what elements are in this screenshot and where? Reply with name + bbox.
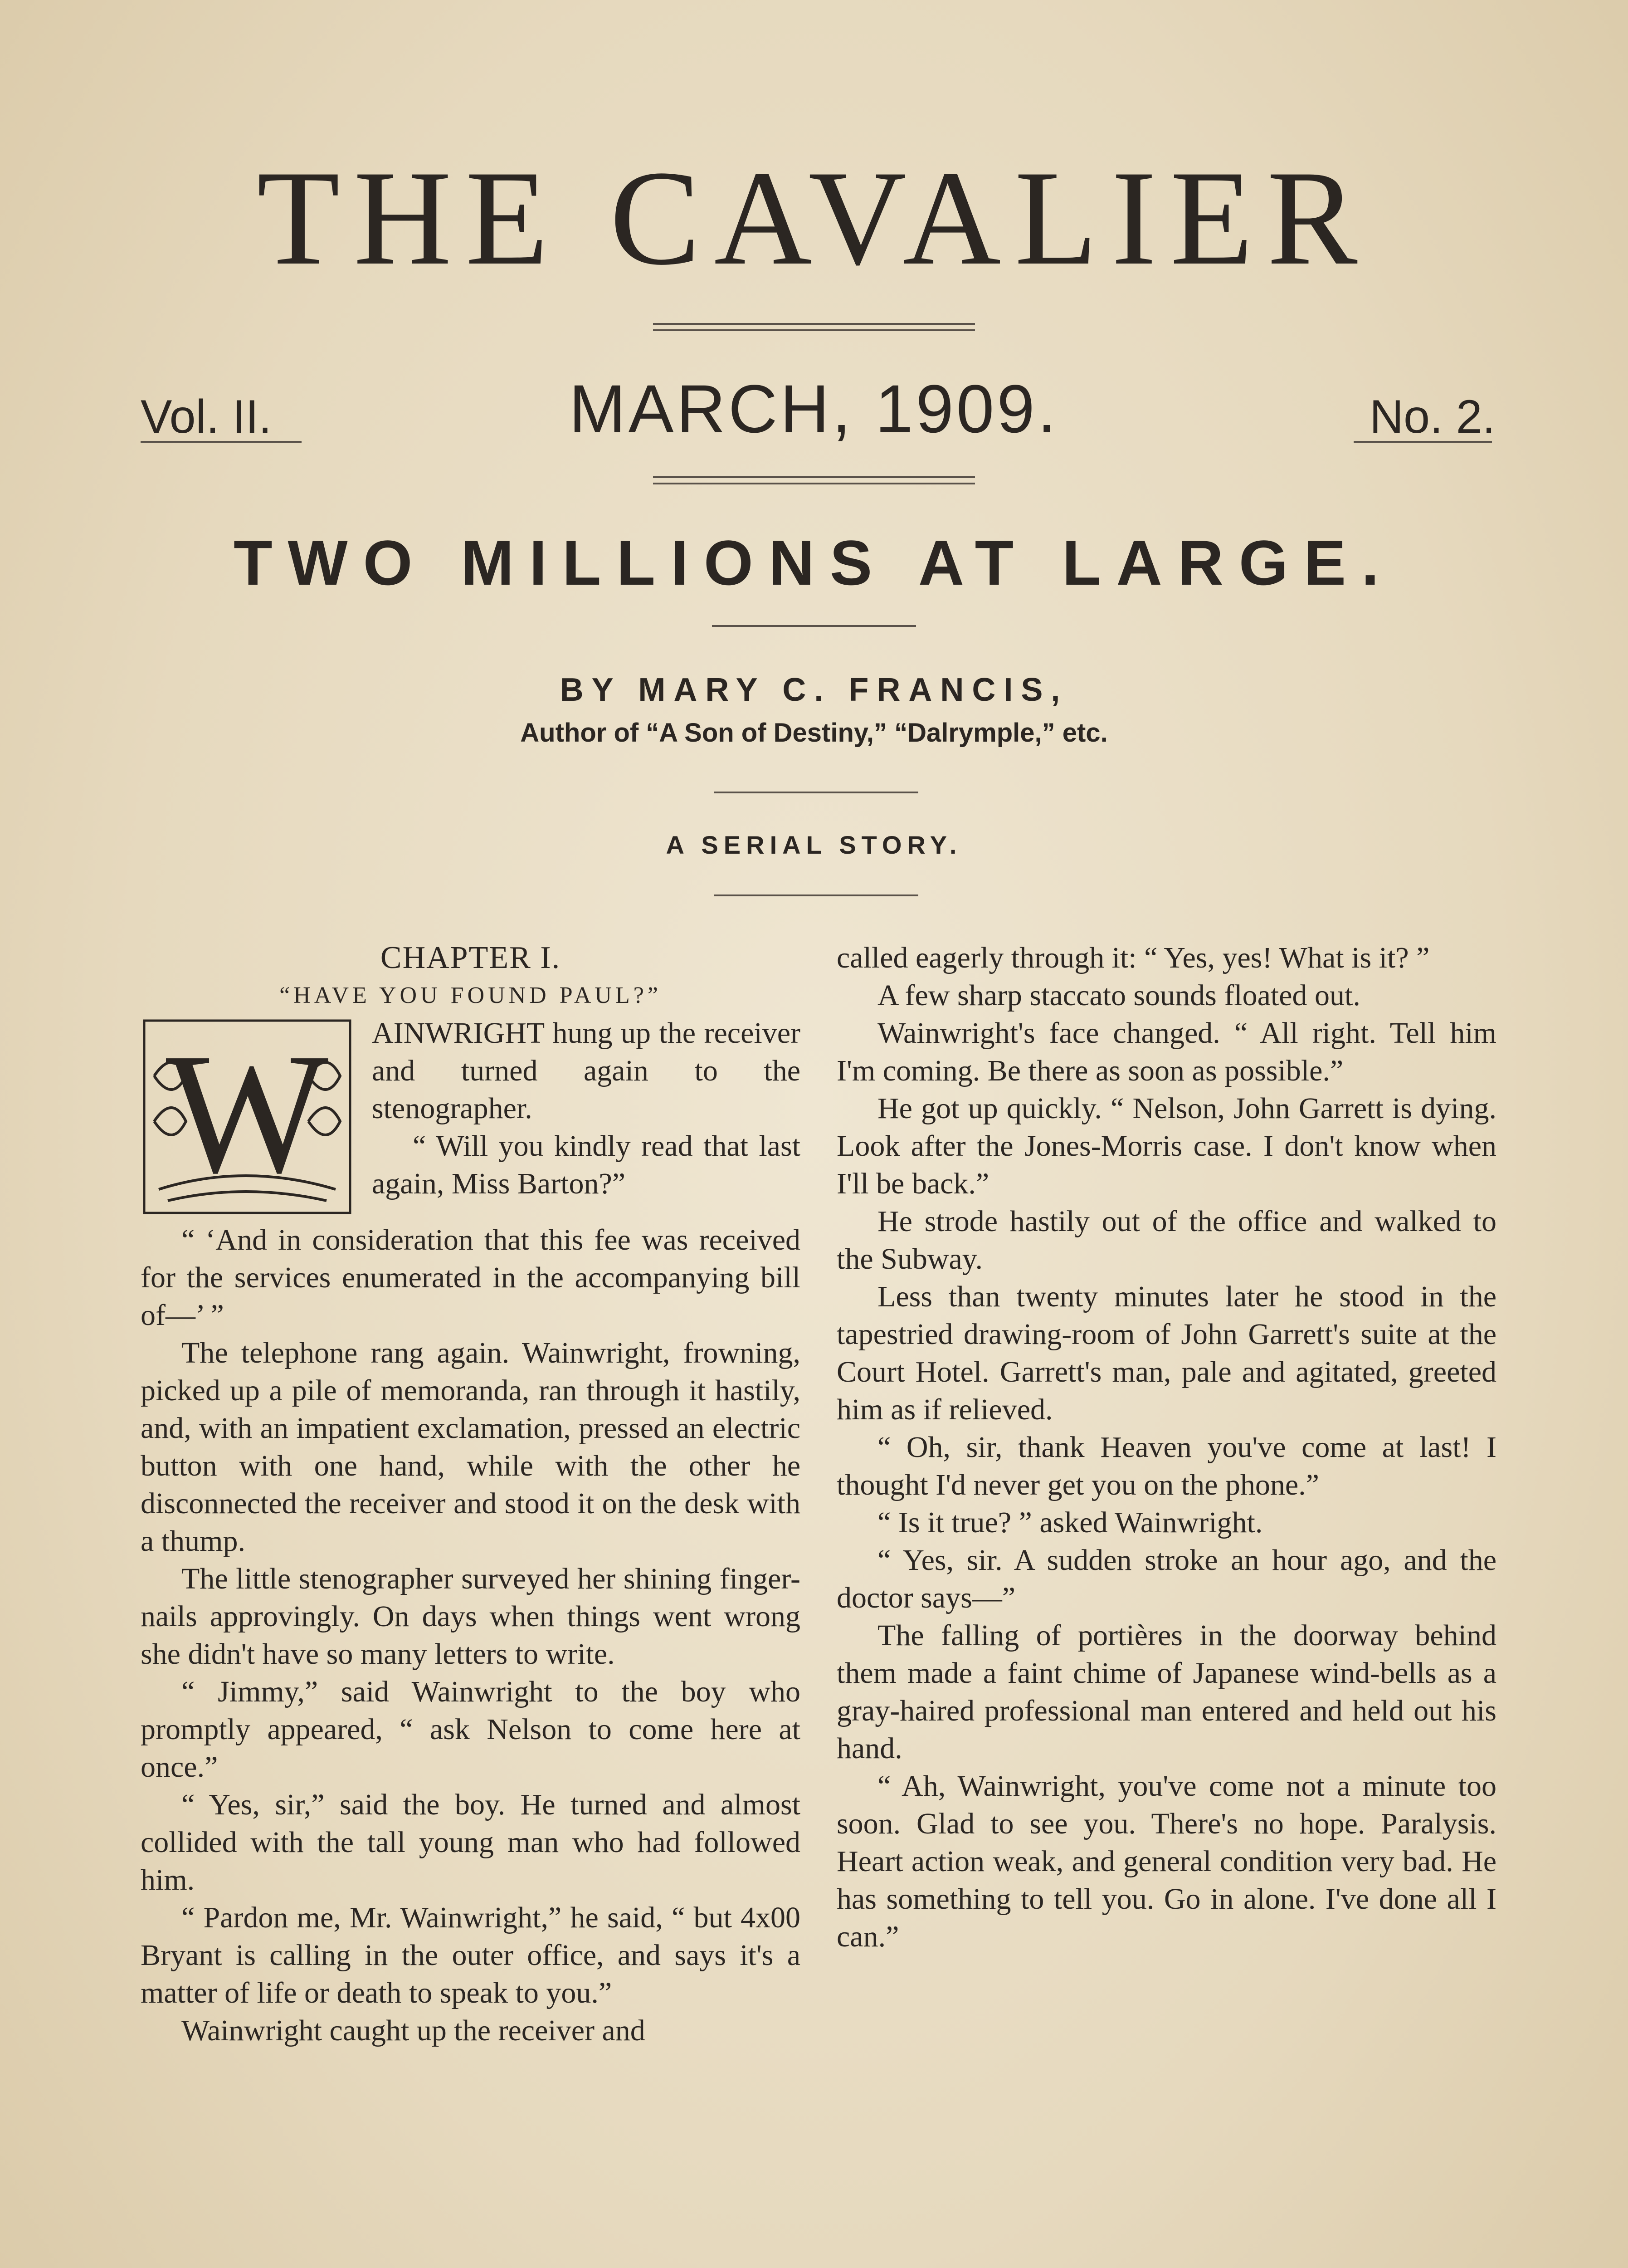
left-text-column [141, 939, 800, 2049]
paragraph: A few sharp staccato sounds floated out. [877, 979, 1360, 1012]
paragraph: called eagerly through it: “ Yes, yes! What is it? ” [837, 941, 1430, 974]
drop-cap-w-icon [141, 1017, 354, 1217]
paragraph: “ Ah, Wainwright, you've come not a minute too soon. Glad to see you. There's no hope. Paralysis. Heart action weak, and general condition very bad. He has something to tell you. Go in alone. I've done all I can.” [837, 1769, 1496, 1953]
paragraph: “ Yes, sir. A sudden stroke an hour ago, and the doctor says—” [837, 1544, 1496, 1614]
paragraph: “ Oh, sir, thank Heaven you've come at last! I thought I'd never get you on the phone.” [837, 1431, 1496, 1501]
byline-rule [714, 792, 918, 793]
paragraph: The little stenographer surveyed her shining finger-nails approvingly. On days when things went wrong she didn't have so many letters to write. [141, 1562, 800, 1671]
volume-label: Vol. II. [141, 391, 272, 443]
paragraph: “ Is it true? ” asked Wainwright. [877, 1506, 1263, 1539]
number-underline [1354, 441, 1492, 443]
paragraph: The falling of portières in the doorway behind them made a faint chime of Japanese wind-bells as a gray-haired professional man entered and held out his hand. [837, 1619, 1496, 1765]
paragraph: “ Yes, sir,” said the boy. He turned and almost collided with the tall young man who had followed him. [141, 1788, 800, 1897]
paragraph: “ Pardon me, Mr. Wainwright,” he said, “ but 4x00 Bryant is calling in the outer office, and says it's a matter of life or death to speak to you.” [141, 1901, 800, 2009]
paragraph: “ ‘And in consideration that this fee was received for the services enumerated in the accompanying bill of—’ ” [141, 1223, 800, 1332]
chapter-heading: CHAPTER I. [380, 940, 561, 975]
story-byline: BY MARY C. FRANCIS, [560, 672, 1068, 708]
story-title: TWO MILLIONS AT LARGE. [233, 527, 1394, 598]
chapter-subtitle: “HAVE YOU FOUND PAUL?” [279, 982, 662, 1008]
paragraph: “ Jimmy,” said Wainwright to the boy who promptly appeared, “ ask Nelson to come here at once.” [141, 1675, 800, 1784]
masthead-divider [653, 323, 975, 331]
paragraph: Less than twenty minutes later he stood in the tapestried drawing-room of John Garrett's suite at the Court Hotel. Garrett's man, pale and agitated, greeted him as if relieved. [837, 1280, 1496, 1426]
paragraph: The telephone rang again. Wainwright, frowning, picked up a pile of memoranda, ran through it hastily, and, with an impatient exclamation, pressed an electric button with one hand, while with the other he disconnected the receiver and stood it on the desk with a thump. [141, 1336, 800, 1558]
paragraph: Wainwright caught up the receiver and [181, 2014, 645, 2047]
title-rule [712, 625, 916, 627]
serial-label: A SERIAL STORY. [666, 831, 962, 859]
author-note: Author of “A Son of Destiny,” “Dalrymple,” etc. [520, 718, 1108, 748]
drop-cap-letter: W [166, 1018, 329, 1209]
date-divider [653, 476, 975, 484]
paragraph: “ Will you kindly read that last again, Miss Barton?” [372, 1129, 800, 1200]
drop-cap-ornament [141, 1017, 354, 1217]
issue-date: MARCH, 1909. [569, 371, 1059, 447]
paragraph: Wainwright's face changed. “ All right. Tell him I'm coming. Be there as soon as possible.” [837, 1017, 1496, 1087]
serial-rule [714, 894, 918, 896]
paragraph: AINWRIGHT hung up the receiver and turned again to the stenographer. [372, 1017, 800, 1125]
right-text-column [837, 939, 1496, 1955]
masthead-title: THE CAVALIER [257, 142, 1371, 293]
paragraph: He got up quickly. “ Nelson, John Garrett is dying. Look after the Jones-Morris case. I don't know when I'll be back.” [837, 1092, 1496, 1200]
issue-number: No. 2. [1370, 391, 1496, 443]
paragraph: He strode hastily out of the office and walked to the Subway. [837, 1205, 1496, 1276]
